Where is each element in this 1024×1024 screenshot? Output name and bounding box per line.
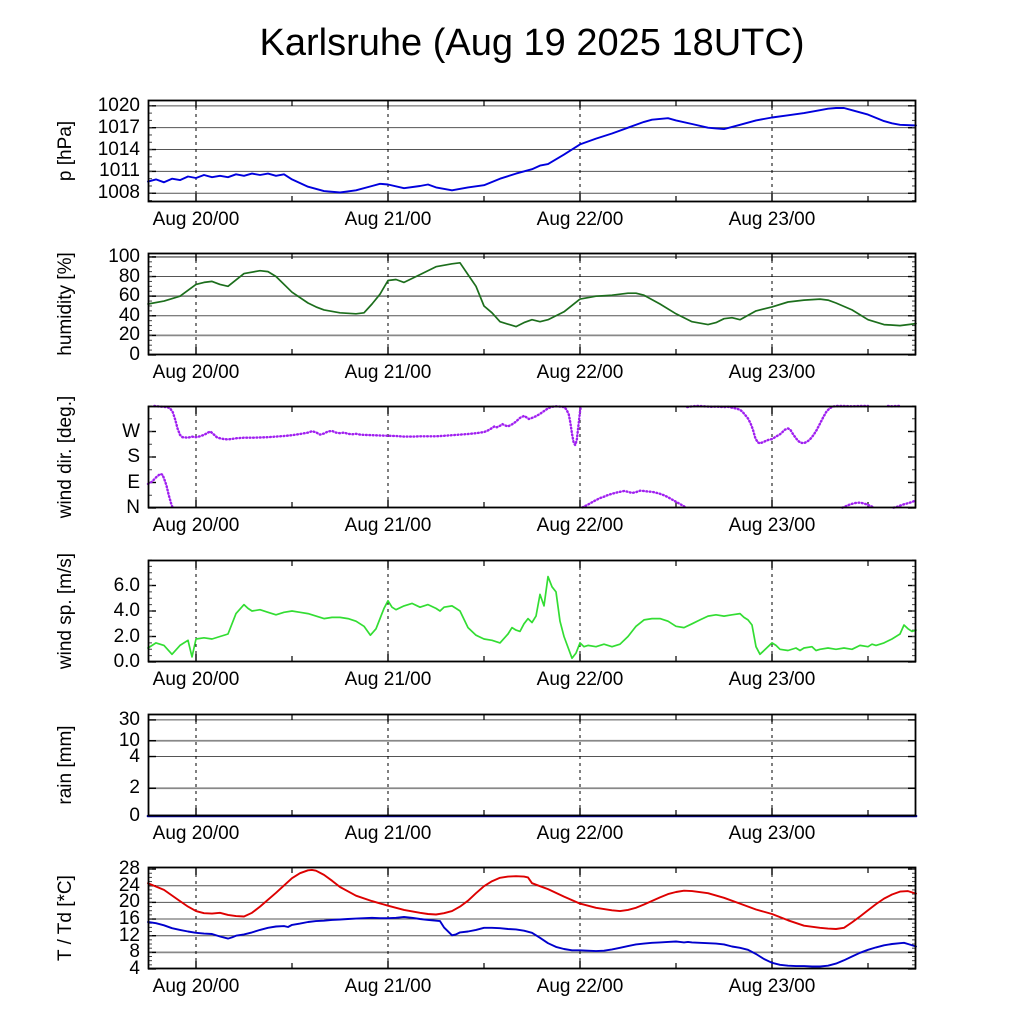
x-tick-label: Aug 20/00 [152,976,240,997]
x-tick-label: Aug 22/00 [536,515,624,536]
x-tick-label: Aug 23/00 [728,209,816,230]
x-tick-label: Aug 22/00 [536,669,624,690]
y-axis-label-wind-speed: wind sp. [m/s] [55,552,76,670]
series-temperature-T [148,870,916,929]
wind-direction-panel-plot [148,406,916,508]
series-wind-direction-seg7 [894,500,916,507]
y-tick-label: 4.0 [113,600,140,621]
pressure-panel [148,100,916,202]
y-tick-label: W [122,420,140,442]
x-tick-label: Aug 22/00 [536,823,624,844]
y-tick-label: 24 [118,874,140,896]
humidity-panel [148,253,916,355]
y-tick-label: 1008 [97,182,140,204]
y-tick-label: N [126,497,140,518]
y-tick-label: 60 [118,285,140,307]
y-tick-label: 100 [108,245,140,267]
temperature-panel [148,867,916,969]
series-wind-direction-seg3 [582,491,685,508]
y-tick-label: 4 [129,958,140,979]
panel-frame [149,254,916,355]
x-tick-label: Aug 23/00 [728,515,816,536]
rain-panel-plot [148,714,916,816]
series-wind-direction-seg1 [148,474,173,508]
y-tick-label: 0.0 [113,651,140,672]
panel-frame [149,101,916,202]
x-tick-label: Aug 20/00 [152,209,240,230]
series-relative-humidity [148,263,916,327]
rain-panel [148,714,916,816]
y-axis-label-rain: rain [mm] [55,725,76,805]
wind-speed-panel [148,560,916,662]
y-tick-label: 20 [118,891,140,913]
y-tick-label: 16 [118,908,140,930]
x-tick-label: Aug 23/00 [728,976,816,997]
x-tick-label: Aug 22/00 [536,209,624,230]
x-tick-label: Aug 21/00 [344,515,432,536]
y-axis-label-humidity: humidity [%] [55,252,76,356]
x-tick-label: Aug 21/00 [344,209,432,230]
y-tick-label: 1011 [99,160,140,182]
y-tick-label: 4 [129,745,140,767]
y-tick-label: 2 [129,777,140,799]
x-tick-label: Aug 21/00 [344,669,432,690]
wind-speed-panel-plot [148,560,916,662]
series-wind-speed [148,577,916,659]
y-tick-label: E [127,471,140,493]
x-tick-label: Aug 20/00 [152,823,240,844]
x-tick-label: Aug 23/00 [728,362,816,383]
y-axis-label-wind-direction: wind dir. [deg.] [55,395,76,519]
series-wind-direction-seg4 [687,406,868,443]
y-tick-label: 1020 [97,94,140,116]
series-pressure [148,108,916,193]
y-tick-label: 0 [129,344,140,365]
y-tick-label: S [127,446,140,467]
wind-direction-panel [148,406,916,508]
x-tick-label: Aug 20/00 [152,669,240,690]
humidity-panel-plot [148,253,916,355]
y-tick-label: 40 [118,304,140,326]
x-tick-label: Aug 20/00 [152,515,240,536]
x-tick-label: Aug 23/00 [728,823,816,844]
y-tick-label: 30 [118,708,140,730]
x-tick-label: Aug 21/00 [344,362,432,383]
y-axis-label-temperature: T / Td [*C] [55,875,76,961]
pressure-panel-plot [148,100,916,202]
x-tick-label: Aug 23/00 [728,669,816,690]
x-tick-label: Aug 20/00 [152,362,240,383]
x-tick-label: Aug 21/00 [344,823,432,844]
y-tick-label: 20 [118,324,140,346]
temperature-panel-plot [148,867,916,969]
chart-title: Karlsruhe (Aug 19 2025 18UTC) [259,22,805,64]
series-wind-direction-seg2 [154,406,580,445]
y-tick-label: 80 [118,265,140,287]
y-tick-label: 28 [118,858,140,880]
y-tick-label: 0 [129,805,140,826]
y-tick-label: 2.0 [113,625,140,647]
x-tick-label: Aug 22/00 [536,976,624,997]
y-tick-label: 8 [129,941,140,963]
y-tick-label: 1014 [97,138,140,160]
y-tick-label: 1017 [97,116,140,138]
panel-frame [149,715,916,816]
x-tick-label: Aug 21/00 [344,976,432,997]
panel-frame [149,407,916,508]
x-tick-label: Aug 22/00 [536,362,624,383]
y-tick-label: 10 [118,729,140,751]
y-tick-label: 6.0 [113,574,140,596]
y-axis-label-pressure: p [hPa] [55,120,76,182]
y-tick-label: 12 [118,924,140,946]
